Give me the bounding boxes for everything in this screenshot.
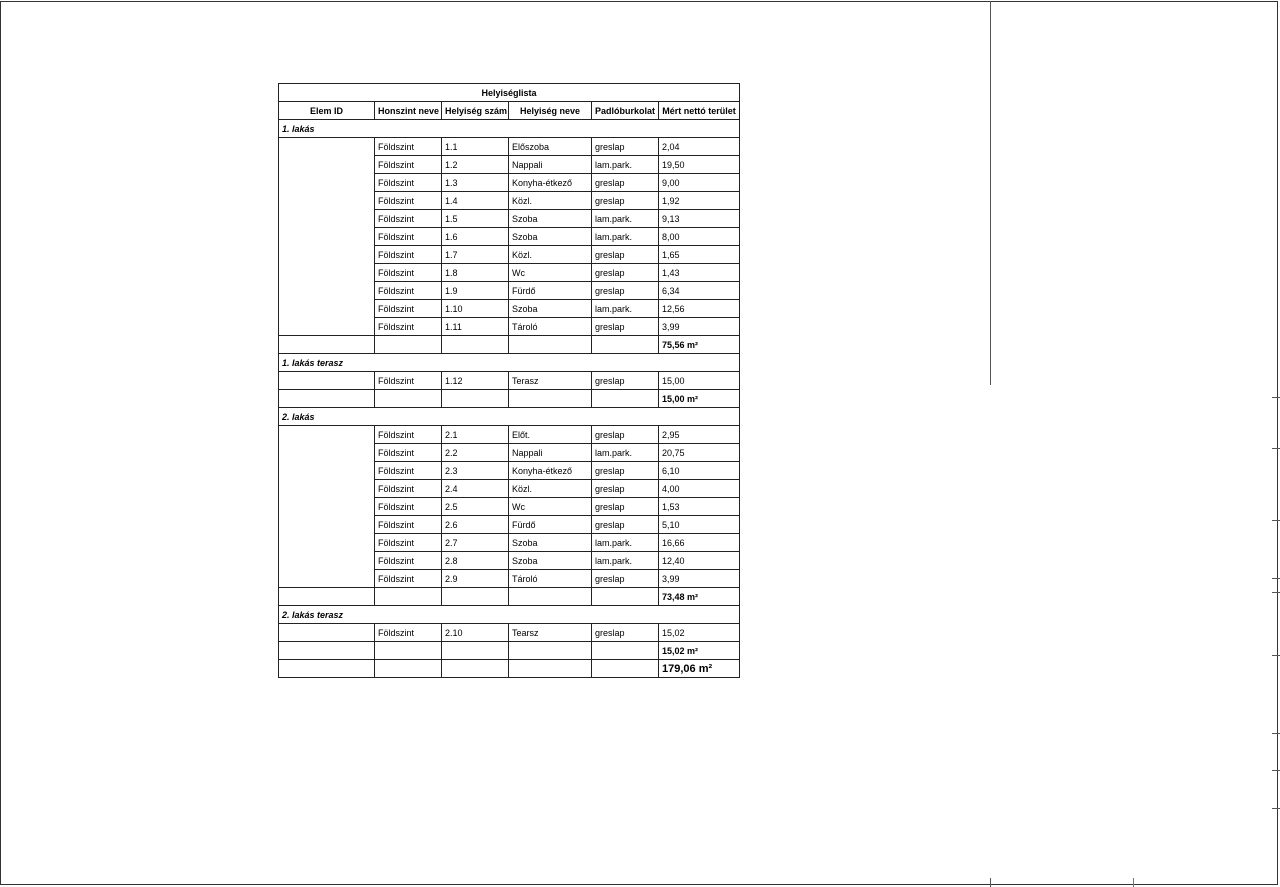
room-number-cell: 1.6 <box>442 228 509 246</box>
room-number-cell: 1.1 <box>442 138 509 156</box>
room-name-cell: Nappali <box>509 444 592 462</box>
frame-tick-bottom <box>1133 878 1134 887</box>
frame-tick <box>1272 655 1280 656</box>
floor-finish-cell: greslap <box>592 264 659 282</box>
empty-cell <box>592 660 659 678</box>
net-area-cell: 12,56 <box>659 300 740 318</box>
room-number-cell: 1.4 <box>442 192 509 210</box>
room-name-cell: Közl. <box>509 246 592 264</box>
net-area-cell: 3,99 <box>659 318 740 336</box>
group-header-row <box>279 354 740 372</box>
room-number-cell: 1.2 <box>442 156 509 174</box>
room-number-cell: 1.8 <box>442 264 509 282</box>
room-number-cell: 1.10 <box>442 300 509 318</box>
table-row <box>279 426 740 444</box>
empty-cell <box>592 642 659 660</box>
net-area-cell: 12,40 <box>659 552 740 570</box>
level-name-cell: Földszint <box>375 318 442 336</box>
room-number-cell: 2.3 <box>442 462 509 480</box>
net-area-cell: 8,00 <box>659 228 740 246</box>
element-id-cell <box>279 138 375 336</box>
net-area-cell: 2,04 <box>659 138 740 156</box>
empty-cell <box>442 660 509 678</box>
room-number-cell: 1.9 <box>442 282 509 300</box>
empty-cell <box>509 642 592 660</box>
level-name-cell: Földszint <box>375 498 442 516</box>
room-name-cell: Konyha-étkező <box>509 462 592 480</box>
room-name-cell: Szoba <box>509 210 592 228</box>
level-name-cell: Földszint <box>375 552 442 570</box>
frame-tick <box>1272 578 1280 579</box>
floor-finish-cell: greslap <box>592 426 659 444</box>
room-number-cell: 2.7 <box>442 534 509 552</box>
table-title: Helyiséglista <box>279 84 740 102</box>
net-area-cell: 1,92 <box>659 192 740 210</box>
net-area-cell: 15,02 <box>659 624 740 642</box>
empty-cell <box>442 390 509 408</box>
floor-finish-cell: greslap <box>592 138 659 156</box>
empty-cell <box>509 660 592 678</box>
level-name-cell: Földszint <box>375 300 442 318</box>
group-header-row <box>279 408 740 426</box>
header-row <box>279 102 740 120</box>
frame-tick <box>1272 592 1280 593</box>
empty-cell <box>592 588 659 606</box>
floor-finish-cell: greslap <box>592 318 659 336</box>
frame-tick <box>1272 520 1280 521</box>
floor-finish-cell: lam.park. <box>592 156 659 174</box>
room-name-cell: Wc <box>509 498 592 516</box>
subtotal-value: 75,56 m² <box>659 336 740 354</box>
empty-cell <box>375 390 442 408</box>
subtotal-row <box>279 390 740 408</box>
net-area-cell: 1,53 <box>659 498 740 516</box>
level-name-cell: Földszint <box>375 570 442 588</box>
empty-cell <box>279 642 375 660</box>
empty-cell <box>375 336 442 354</box>
floor-finish-cell: greslap <box>592 174 659 192</box>
net-area-cell: 16,66 <box>659 534 740 552</box>
room-number-cell: 1.11 <box>442 318 509 336</box>
title-block-divider <box>990 1 991 385</box>
room-number-cell: 2.4 <box>442 480 509 498</box>
room-number-cell: 2.5 <box>442 498 509 516</box>
frame-tick <box>1272 733 1280 734</box>
table-row <box>279 624 740 642</box>
room-number-cell: 1.7 <box>442 246 509 264</box>
subtotal-value: 73,48 m² <box>659 588 740 606</box>
level-name-cell: Földszint <box>375 138 442 156</box>
floor-finish-cell: greslap <box>592 462 659 480</box>
empty-cell <box>509 588 592 606</box>
level-name-cell: Földszint <box>375 426 442 444</box>
room-name-cell: Előszoba <box>509 138 592 156</box>
level-name-cell: Földszint <box>375 210 442 228</box>
group-label: 1. lakás <box>279 120 740 138</box>
col-header-floor-finish: Padlóburkolat <box>592 102 659 120</box>
room-name-cell: Szoba <box>509 300 592 318</box>
col-header-net-area: Mért nettó terület <box>659 102 740 120</box>
floor-finish-cell: greslap <box>592 624 659 642</box>
floor-finish-cell: lam.park. <box>592 210 659 228</box>
level-name-cell: Földszint <box>375 534 442 552</box>
group-label: 2. lakás <box>279 408 740 426</box>
empty-cell <box>279 390 375 408</box>
col-header-level-name: Honszint neve <box>375 102 442 120</box>
floor-finish-cell: greslap <box>592 570 659 588</box>
room-name-cell: Fürdő <box>509 516 592 534</box>
frame-tick <box>1272 770 1280 771</box>
empty-cell <box>279 660 375 678</box>
room-name-cell: Tároló <box>509 570 592 588</box>
group-label: 1. lakás terasz <box>279 354 740 372</box>
level-name-cell: Földszint <box>375 156 442 174</box>
room-number-cell: 1.12 <box>442 372 509 390</box>
level-name-cell: Földszint <box>375 444 442 462</box>
room-number-cell: 2.8 <box>442 552 509 570</box>
title-block-divider-bottom <box>990 878 991 887</box>
element-id-cell <box>279 426 375 588</box>
floor-finish-cell: greslap <box>592 192 659 210</box>
col-header-room-number: Helyiség szám <box>442 102 509 120</box>
room-list-table <box>278 83 740 678</box>
empty-cell <box>442 642 509 660</box>
col-header-element-id: Elem ID <box>279 102 375 120</box>
subtotal-row <box>279 588 740 606</box>
floor-finish-cell: lam.park. <box>592 444 659 462</box>
level-name-cell: Földszint <box>375 228 442 246</box>
net-area-cell: 1,43 <box>659 264 740 282</box>
room-number-cell: 2.1 <box>442 426 509 444</box>
room-number-cell: 1.3 <box>442 174 509 192</box>
net-area-cell: 3,99 <box>659 570 740 588</box>
col-header-room-name: Helyiség neve <box>509 102 592 120</box>
net-area-cell: 4,00 <box>659 480 740 498</box>
room-number-cell: 2.6 <box>442 516 509 534</box>
net-area-cell: 15,00 <box>659 372 740 390</box>
element-id-cell <box>279 372 375 390</box>
empty-cell <box>592 336 659 354</box>
floor-finish-cell: greslap <box>592 246 659 264</box>
level-name-cell: Földszint <box>375 192 442 210</box>
group-label: 2. lakás terasz <box>279 606 740 624</box>
empty-cell <box>509 390 592 408</box>
empty-cell <box>592 390 659 408</box>
room-name-cell: Tároló <box>509 318 592 336</box>
room-name-cell: Szoba <box>509 534 592 552</box>
level-name-cell: Földszint <box>375 264 442 282</box>
subtotal-value: 15,02 m² <box>659 642 740 660</box>
room-name-cell: Szoba <box>509 228 592 246</box>
room-name-cell: Fürdő <box>509 282 592 300</box>
room-name-cell: Szoba <box>509 552 592 570</box>
room-name-cell: Tearsz <box>509 624 592 642</box>
group-header-row <box>279 606 740 624</box>
floor-finish-cell: greslap <box>592 372 659 390</box>
floor-finish-cell: lam.park. <box>592 228 659 246</box>
table-body <box>279 120 740 678</box>
empty-cell <box>279 588 375 606</box>
room-number-cell: 1.5 <box>442 210 509 228</box>
group-header-row <box>279 120 740 138</box>
frame-tick <box>1272 808 1280 809</box>
element-id-cell <box>279 624 375 642</box>
empty-cell <box>279 336 375 354</box>
net-area-cell: 20,75 <box>659 444 740 462</box>
empty-cell <box>442 588 509 606</box>
subtotal-row <box>279 642 740 660</box>
floor-finish-cell: greslap <box>592 282 659 300</box>
room-number-cell: 2.10 <box>442 624 509 642</box>
level-name-cell: Földszint <box>375 480 442 498</box>
floor-finish-cell: lam.park. <box>592 552 659 570</box>
room-name-cell: Közl. <box>509 480 592 498</box>
room-name-cell: Közl. <box>509 192 592 210</box>
empty-cell <box>375 642 442 660</box>
subtotal-row <box>279 336 740 354</box>
level-name-cell: Földszint <box>375 282 442 300</box>
level-name-cell: Földszint <box>375 516 442 534</box>
level-name-cell: Földszint <box>375 462 442 480</box>
table-row <box>279 138 740 156</box>
room-number-cell: 2.9 <box>442 570 509 588</box>
empty-cell <box>509 336 592 354</box>
net-area-cell: 9,13 <box>659 210 740 228</box>
empty-cell <box>375 588 442 606</box>
level-name-cell: Földszint <box>375 624 442 642</box>
floor-finish-cell: lam.park. <box>592 534 659 552</box>
frame-tick <box>1272 448 1280 449</box>
floor-finish-cell: lam.park. <box>592 300 659 318</box>
level-name-cell: Földszint <box>375 372 442 390</box>
level-name-cell: Földszint <box>375 246 442 264</box>
frame-tick <box>1272 397 1280 398</box>
empty-cell <box>375 660 442 678</box>
room-name-cell: Terasz <box>509 372 592 390</box>
net-area-cell: 5,10 <box>659 516 740 534</box>
net-area-cell: 9,00 <box>659 174 740 192</box>
room-name-cell: Előt. <box>509 426 592 444</box>
floor-finish-cell: greslap <box>592 498 659 516</box>
net-area-cell: 6,34 <box>659 282 740 300</box>
level-name-cell: Földszint <box>375 174 442 192</box>
table-row <box>279 372 740 390</box>
floor-finish-cell: greslap <box>592 516 659 534</box>
room-name-cell: Konyha-étkező <box>509 174 592 192</box>
net-area-cell: 1,65 <box>659 246 740 264</box>
net-area-cell: 19,50 <box>659 156 740 174</box>
subtotal-value: 15,00 m² <box>659 390 740 408</box>
net-area-cell: 2,95 <box>659 426 740 444</box>
room-name-cell: Wc <box>509 264 592 282</box>
empty-cell <box>442 336 509 354</box>
net-area-cell: 6,10 <box>659 462 740 480</box>
grand-total-row <box>279 660 740 678</box>
room-number-cell: 2.2 <box>442 444 509 462</box>
grand-total-value: 179,06 m² <box>659 660 740 678</box>
floor-finish-cell: greslap <box>592 480 659 498</box>
room-name-cell: Nappali <box>509 156 592 174</box>
